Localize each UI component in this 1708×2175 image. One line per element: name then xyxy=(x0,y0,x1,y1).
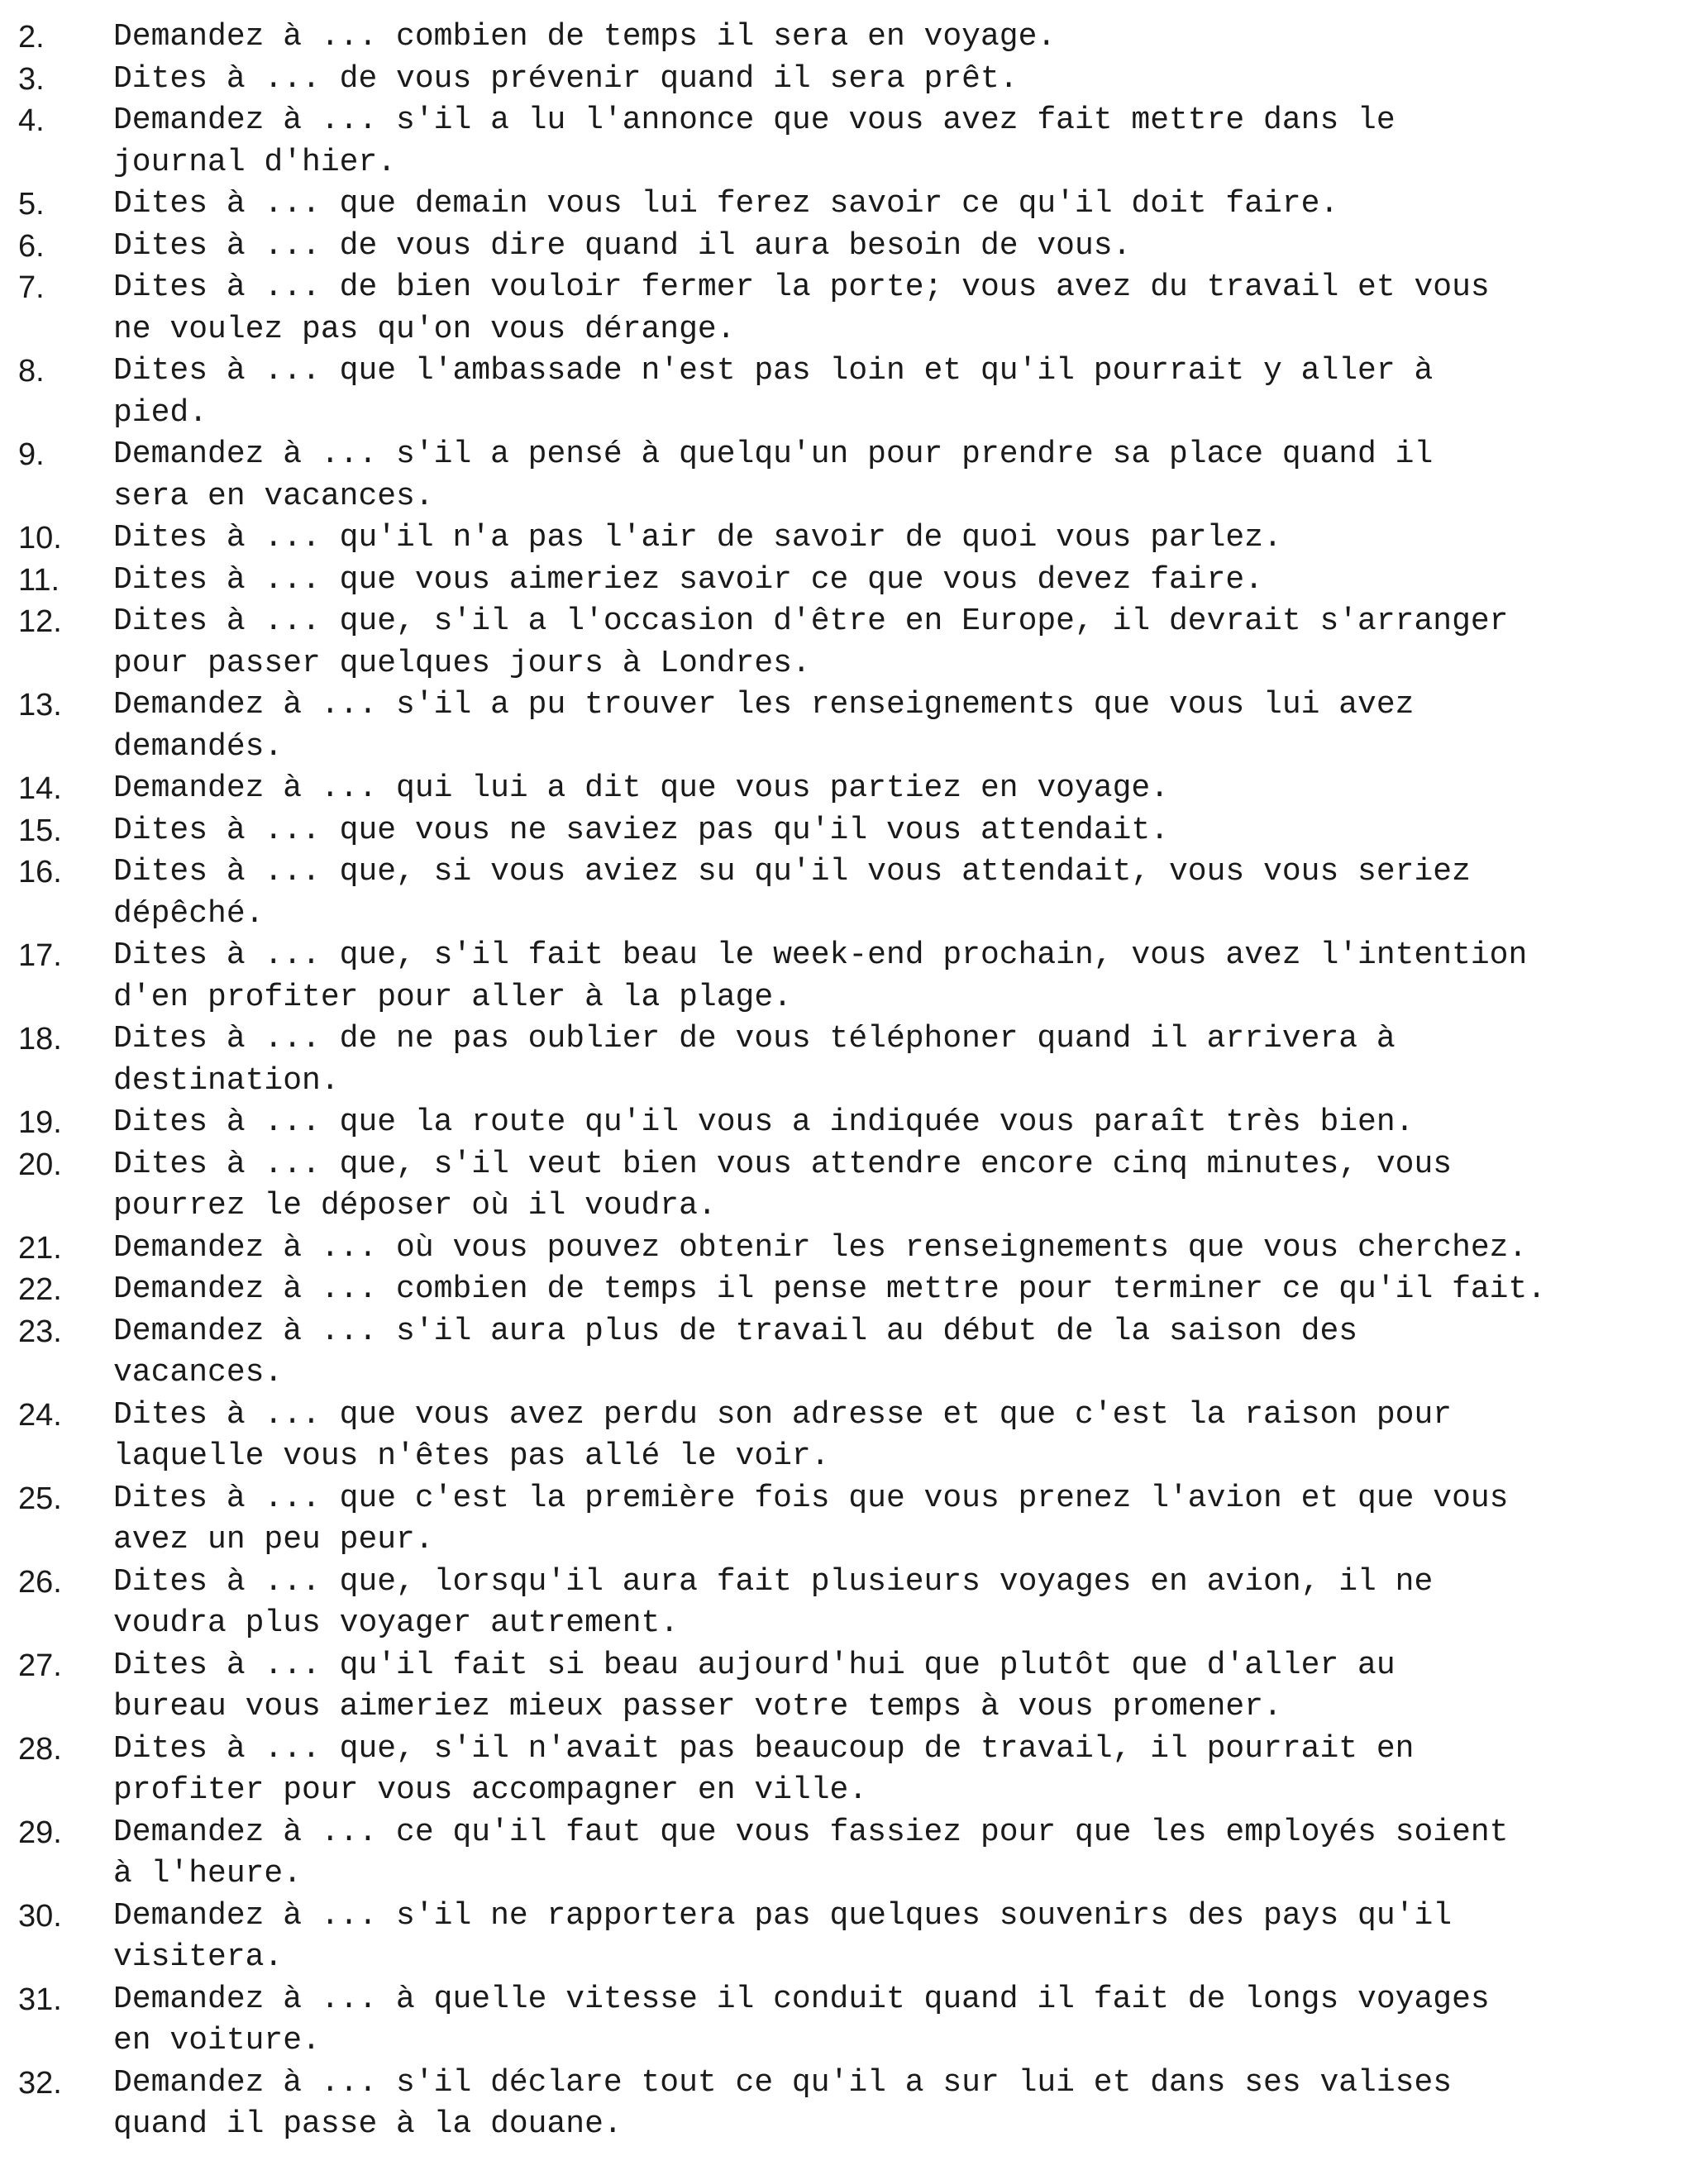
item-text-line: Demandez à ... s'il a pensé à quelqu'un pour prendre sa place quand il xyxy=(113,436,1434,472)
item-number: 13. xyxy=(18,688,62,723)
item-text xyxy=(113,1102,1696,1144)
item-number: 4. xyxy=(18,103,45,138)
list-item xyxy=(18,434,1696,518)
list-item xyxy=(18,1144,1696,1228)
list-item xyxy=(18,684,1696,768)
list-item xyxy=(18,1562,1696,1645)
item-text-line: sera en vacances. xyxy=(113,478,434,514)
item-number: 27. xyxy=(18,1648,62,1683)
item-text xyxy=(113,1896,1696,1979)
item-number: 17. xyxy=(18,938,62,973)
item-number: 20. xyxy=(18,1147,62,1182)
item-number: 10. xyxy=(18,521,62,556)
item-text-line: Dites à ... qu'il fait si beau aujourd'hui que plutôt que d'aller au xyxy=(113,1647,1396,1683)
item-number: 2. xyxy=(18,20,45,55)
item-text xyxy=(113,434,1696,518)
item-number: 32. xyxy=(18,2065,62,2101)
item-number: 29. xyxy=(18,1815,62,1850)
item-number: 24. xyxy=(18,1397,62,1433)
item-text-line: Dites à ... que la route qu'il vous a indiquée vous paraît très bien. xyxy=(113,1104,1415,1140)
item-number: 5. xyxy=(18,187,45,222)
item-number: 3. xyxy=(18,61,45,97)
item-text-line: Dites à ... que vous avez perdu son adresse et que c'est la raison pour xyxy=(113,1396,1453,1433)
exercise-list xyxy=(18,17,1696,2146)
list-item xyxy=(18,59,1696,101)
item-text xyxy=(113,1144,1696,1228)
item-text xyxy=(113,935,1696,1018)
item-text xyxy=(113,768,1696,810)
item-number: 28. xyxy=(18,1731,62,1767)
item-text-line: Demandez à ... combien de temps il pense mettre pour terminer ce qu'il fait. xyxy=(113,1271,1547,1307)
item-text xyxy=(113,810,1696,852)
item-text xyxy=(113,1311,1696,1395)
item-text-line: Dites à ... que, s'il veut bien vous attendre encore cinq minutes, vous xyxy=(113,1146,1453,1182)
item-text-line: Demandez à ... qui lui a dit que vous partiez en voyage. xyxy=(113,770,1170,806)
item-number: 21. xyxy=(18,1230,62,1266)
item-text-line: Dites à ... de ne pas oublier de vous téléphoner quand il arrivera à xyxy=(113,1021,1396,1056)
item-text xyxy=(113,1729,1696,1812)
list-item xyxy=(18,1102,1696,1144)
item-text xyxy=(113,351,1696,434)
item-number: 12. xyxy=(18,604,62,639)
list-item xyxy=(18,851,1696,935)
item-text xyxy=(113,184,1696,226)
item-text-line: Demandez à ... s'il a pu trouver les renseignements que vous lui avez xyxy=(113,687,1415,723)
list-item xyxy=(18,601,1696,684)
list-item xyxy=(18,768,1696,810)
item-text-line: Dites à ... que, s'il n'avait pas beaucoup de travail, il pourrait en xyxy=(113,1730,1415,1767)
item-text-line: laquelle vous n'êtes pas allé le voir. xyxy=(113,1438,830,1474)
item-text xyxy=(113,2063,1696,2146)
item-text-line: Demandez à ... combien de temps il sera en voyage. xyxy=(113,19,1057,55)
item-text-line: avez un peu peur. xyxy=(113,1522,434,1557)
item-text-line: pourrez le déposer où il voudra. xyxy=(113,1188,717,1223)
list-item xyxy=(18,1812,1696,1896)
item-text xyxy=(113,226,1696,268)
item-text xyxy=(113,100,1696,184)
item-number: 31. xyxy=(18,1982,62,2017)
item-number: 6. xyxy=(18,228,45,264)
item-number: 18. xyxy=(18,1022,62,1056)
item-number: 22. xyxy=(18,1272,62,1307)
item-text xyxy=(113,59,1696,101)
item-text-line: Dites à ... de vous prévenir quand il sera prêt. xyxy=(113,60,1019,97)
item-text-line: en voiture. xyxy=(113,2023,321,2058)
item-text-line: Dites à ... que, s'il fait beau le week-end prochain, vous avez l'intention xyxy=(113,937,1528,973)
list-item xyxy=(18,226,1696,268)
list-item xyxy=(18,1395,1696,1478)
item-number: 30. xyxy=(18,1898,62,1934)
item-text-line: pied. xyxy=(113,394,208,431)
list-item xyxy=(18,17,1696,59)
item-text-line: Demandez à ... s'il déclare tout ce qu'il a sur lui et dans ses valises xyxy=(113,2064,1453,2101)
list-item xyxy=(18,1018,1696,1102)
item-number: 11. xyxy=(18,562,60,598)
list-item xyxy=(18,1478,1696,1562)
item-text-line: quand il passe à la douane. xyxy=(113,2106,623,2142)
item-text xyxy=(113,1478,1696,1562)
list-item xyxy=(18,351,1696,434)
item-text-line: visitera. xyxy=(113,1939,284,1975)
item-text-line: d'en profiter pour aller à la plage. xyxy=(113,979,792,1015)
item-number: 23. xyxy=(18,1314,62,1349)
list-item xyxy=(18,2063,1696,2146)
list-item xyxy=(18,935,1696,1018)
list-item xyxy=(18,1729,1696,1812)
item-text-line: profiter pour vous accompagner en ville. xyxy=(113,1772,868,1808)
list-item xyxy=(18,1979,1696,2063)
item-text-line: voudra plus voyager autrement. xyxy=(113,1605,680,1641)
list-item xyxy=(18,1269,1696,1311)
item-text xyxy=(113,1018,1696,1102)
item-text xyxy=(113,684,1696,768)
item-number: 26. xyxy=(18,1564,62,1600)
item-text-line: Dites à ... que, s'il a l'occasion d'être en Europe, il devrait s'arranger xyxy=(113,603,1509,639)
item-text xyxy=(113,1269,1696,1311)
item-text-line: Dites à ... que, lorsqu'il aura fait plusieurs voyages en avion, il ne xyxy=(113,1563,1434,1600)
item-number: 25. xyxy=(18,1481,62,1516)
item-text xyxy=(113,560,1696,602)
item-text-line: demandés. xyxy=(113,728,284,765)
item-number: 8. xyxy=(18,354,45,389)
list-item xyxy=(18,810,1696,852)
item-text-line: Dites à ... de bien vouloir fermer la porte; vous avez du travail et vous xyxy=(113,269,1490,305)
item-text-line: Dites à ... que, si vous aviez su qu'il vous attendait, vous vous seriez xyxy=(113,854,1471,890)
item-text xyxy=(113,601,1696,684)
item-text-line: Demandez à ... à quelle vitesse il conduit quand il fait de longs voyages xyxy=(113,1981,1490,2017)
item-text-line: Dites à ... que vous aimeriez savoir ce que vous devez faire. xyxy=(113,561,1264,598)
item-text xyxy=(113,1562,1696,1645)
item-text xyxy=(113,518,1696,560)
item-text-line: vacances. xyxy=(113,1355,284,1390)
item-text-line: Demandez à ... s'il ne rapportera pas quelques souvenirs des pays qu'il xyxy=(113,1897,1453,1934)
list-item xyxy=(18,1645,1696,1729)
list-item xyxy=(18,1311,1696,1395)
item-text xyxy=(113,1228,1696,1270)
item-text-line: Dites à ... que vous ne saviez pas qu'il vous attendait. xyxy=(113,812,1170,848)
item-text-line: destination. xyxy=(113,1062,340,1099)
item-number: 7. xyxy=(18,270,45,305)
item-text-line: bureau vous aimeriez mieux passer votre temps à vous promener. xyxy=(113,1689,1282,1724)
item-text-line: Dites à ... que c'est la première fois que vous prenez l'avion et que vous xyxy=(113,1480,1509,1516)
item-text-line: pour passer quelques jours à Londres. xyxy=(113,645,811,681)
item-text xyxy=(113,851,1696,935)
item-text-line: Dites à ... que demain vous lui ferez savoir ce qu'il doit faire. xyxy=(113,186,1339,222)
list-item xyxy=(18,518,1696,560)
item-text-line: journal d'hier. xyxy=(113,144,397,180)
item-text-line: dépêché. xyxy=(113,895,265,932)
item-number: 19. xyxy=(18,1105,62,1140)
item-text xyxy=(113,267,1696,351)
item-number: 15. xyxy=(18,813,62,848)
list-item xyxy=(18,184,1696,226)
item-number: 9. xyxy=(18,437,45,472)
item-text-line: Dites à ... de vous dire quand il aura besoin de vous. xyxy=(113,227,1132,264)
item-number: 14. xyxy=(18,771,62,806)
item-text-line: ne voulez pas qu'on vous dérange. xyxy=(113,311,736,347)
item-text-line: Dites à ... que l'ambassade n'est pas loin et qu'il pourrait y aller à xyxy=(113,353,1434,389)
item-text-line: à l'heure. xyxy=(113,1856,303,1891)
list-item xyxy=(18,1896,1696,1979)
item-text xyxy=(113,17,1696,59)
list-item xyxy=(18,267,1696,351)
item-number: 16. xyxy=(18,855,62,890)
list-item xyxy=(18,100,1696,184)
list-item xyxy=(18,560,1696,602)
item-text xyxy=(113,1395,1696,1478)
item-text xyxy=(113,1812,1696,1896)
item-text xyxy=(113,1979,1696,2063)
list-item xyxy=(18,1228,1696,1270)
item-text-line: Demandez à ... s'il a lu l'annonce que vous avez fait mettre dans le xyxy=(113,103,1396,138)
item-text-line: Demandez à ... où vous pouvez obtenir les renseignements que vous cherchez. xyxy=(113,1229,1528,1266)
item-text-line: Dites à ... qu'il n'a pas l'air de savoir de quoi vous parlez. xyxy=(113,520,1282,556)
item-text xyxy=(113,1645,1696,1729)
item-text-line: Demandez à ... s'il aura plus de travail au début de la saison des xyxy=(113,1313,1358,1349)
item-text-line: Demandez à ... ce qu'il faut que vous fassiez pour que les employés soient xyxy=(113,1814,1509,1850)
